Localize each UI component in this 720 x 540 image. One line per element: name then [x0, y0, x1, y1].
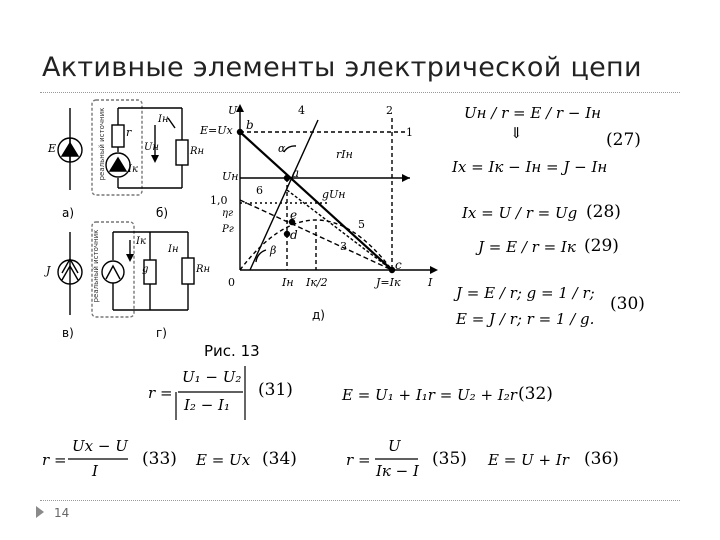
- formula-29: J = E / r = Iк: [478, 238, 576, 256]
- vertical-label-real-source-bottom: реальный источник: [92, 229, 100, 303]
- formula-31-numerator: U₁ − U₂: [182, 368, 242, 386]
- graph-one: 1,0: [210, 194, 228, 207]
- label-E-source: E: [48, 142, 57, 155]
- graph-J-Ik: J=Iк: [376, 276, 401, 289]
- formula-33-numerator: Uх − U: [72, 437, 128, 455]
- graph-line-5: 5: [358, 218, 365, 231]
- formula-31-denominator: I₂ − I₁: [184, 396, 230, 414]
- circuit-a: [58, 108, 82, 190]
- label-g-bottom: g: [142, 264, 149, 275]
- eq-number-34: (34): [262, 449, 297, 469]
- graph-axis-U: U: [228, 104, 238, 117]
- label-Rv: Rн: [190, 146, 205, 157]
- graph-origin: 0: [228, 276, 235, 289]
- eq-number-27: (27): [606, 130, 641, 150]
- eq-number-28: (28): [586, 202, 621, 222]
- graph-eta: ηг: [222, 208, 234, 219]
- graph-Iv-x: Iн: [282, 276, 294, 289]
- sublabel-g: г): [156, 326, 167, 340]
- graph-gUv: gUн: [322, 188, 346, 201]
- eq-number-32: (32): [518, 384, 553, 404]
- eq-number-30: (30): [610, 294, 645, 314]
- graph-E-Ux: E=Uх: [200, 124, 233, 137]
- circuit-v: [58, 232, 82, 315]
- formula-30a: J = E / r; g = 1 / r;: [456, 284, 595, 302]
- formula-34: E = Uх: [196, 451, 251, 469]
- formula-27-arrow: ⇓: [510, 124, 523, 142]
- label-J-source: J: [46, 264, 51, 277]
- formula-27a: Uн / r = E / r − Iн: [464, 104, 602, 122]
- formula-32: E = U₁ + I₁r = U₂ + I₂r: [342, 386, 517, 404]
- graph-Ik2: Iк/2: [306, 276, 328, 289]
- graph-beta: β: [270, 244, 277, 257]
- graph-line-3: 3: [340, 240, 347, 253]
- slide-title: Активные элементы электрической цепи: [42, 52, 642, 83]
- page-number: 14: [54, 506, 70, 520]
- sublabel-a: а): [62, 206, 75, 220]
- label-Rv-bottom: Rн: [196, 264, 211, 275]
- label-Ik-bottom: Iк: [136, 236, 146, 247]
- graph-line-4: 4: [298, 104, 305, 117]
- graph-axis-I: I: [428, 276, 433, 289]
- graph-line-2: 2: [386, 104, 393, 117]
- graph-point-d: d: [290, 228, 298, 242]
- graph-point-a: a: [292, 166, 300, 180]
- eq-number-36: (36): [584, 449, 619, 469]
- graph-Pg: Pг: [222, 224, 234, 235]
- graph-point-b: b: [246, 118, 254, 132]
- eq-number-35: (35): [432, 449, 467, 469]
- formula-28: Iх = U / r = Ug: [462, 204, 578, 222]
- formula-33-lhs: r =: [42, 451, 67, 469]
- label-r-top: r: [126, 126, 132, 139]
- sublabel-v: в): [62, 326, 74, 340]
- graph-point-c: c: [395, 258, 402, 272]
- page-marker-icon: [36, 506, 44, 518]
- eq-number-29: (29): [584, 236, 619, 256]
- graph-alpha: α: [278, 142, 286, 155]
- formula-35-numerator: U: [388, 437, 401, 455]
- label-Iv-bottom: Iн: [168, 244, 179, 255]
- label-Uv: Uн: [144, 142, 160, 153]
- sublabel-d: д): [312, 308, 325, 322]
- formula-35-lhs: r =: [346, 451, 371, 469]
- graph-line-6: 6: [256, 184, 263, 197]
- figure-caption: Рис. 13: [204, 342, 260, 360]
- graph-line-1: 1: [406, 126, 413, 139]
- eq-number-33: (33): [142, 449, 177, 469]
- label-Ik-top: Iк: [128, 164, 138, 175]
- formula-33-denominator: I: [92, 462, 98, 480]
- graph-point-e: e: [290, 208, 298, 222]
- formula-27b: Iх = Iк − Iн = J − Iн: [452, 158, 608, 176]
- formula-30b: E = J / r; r = 1 / g.: [456, 310, 595, 328]
- formula-36: E = U + Ir: [488, 451, 569, 469]
- sublabel-b: б): [156, 206, 169, 220]
- graph-Uv: Uн: [222, 170, 239, 183]
- formula-31-lhs: r =: [148, 384, 173, 402]
- eq-number-31: (31): [258, 380, 293, 400]
- label-Iv: Iн: [158, 114, 169, 125]
- graph-rIv: rIн: [336, 148, 353, 161]
- formula-35-denominator: Iк − I: [376, 462, 419, 480]
- vertical-label-real-source-top: реальный источник: [98, 107, 106, 181]
- circuit-b: [92, 100, 188, 195]
